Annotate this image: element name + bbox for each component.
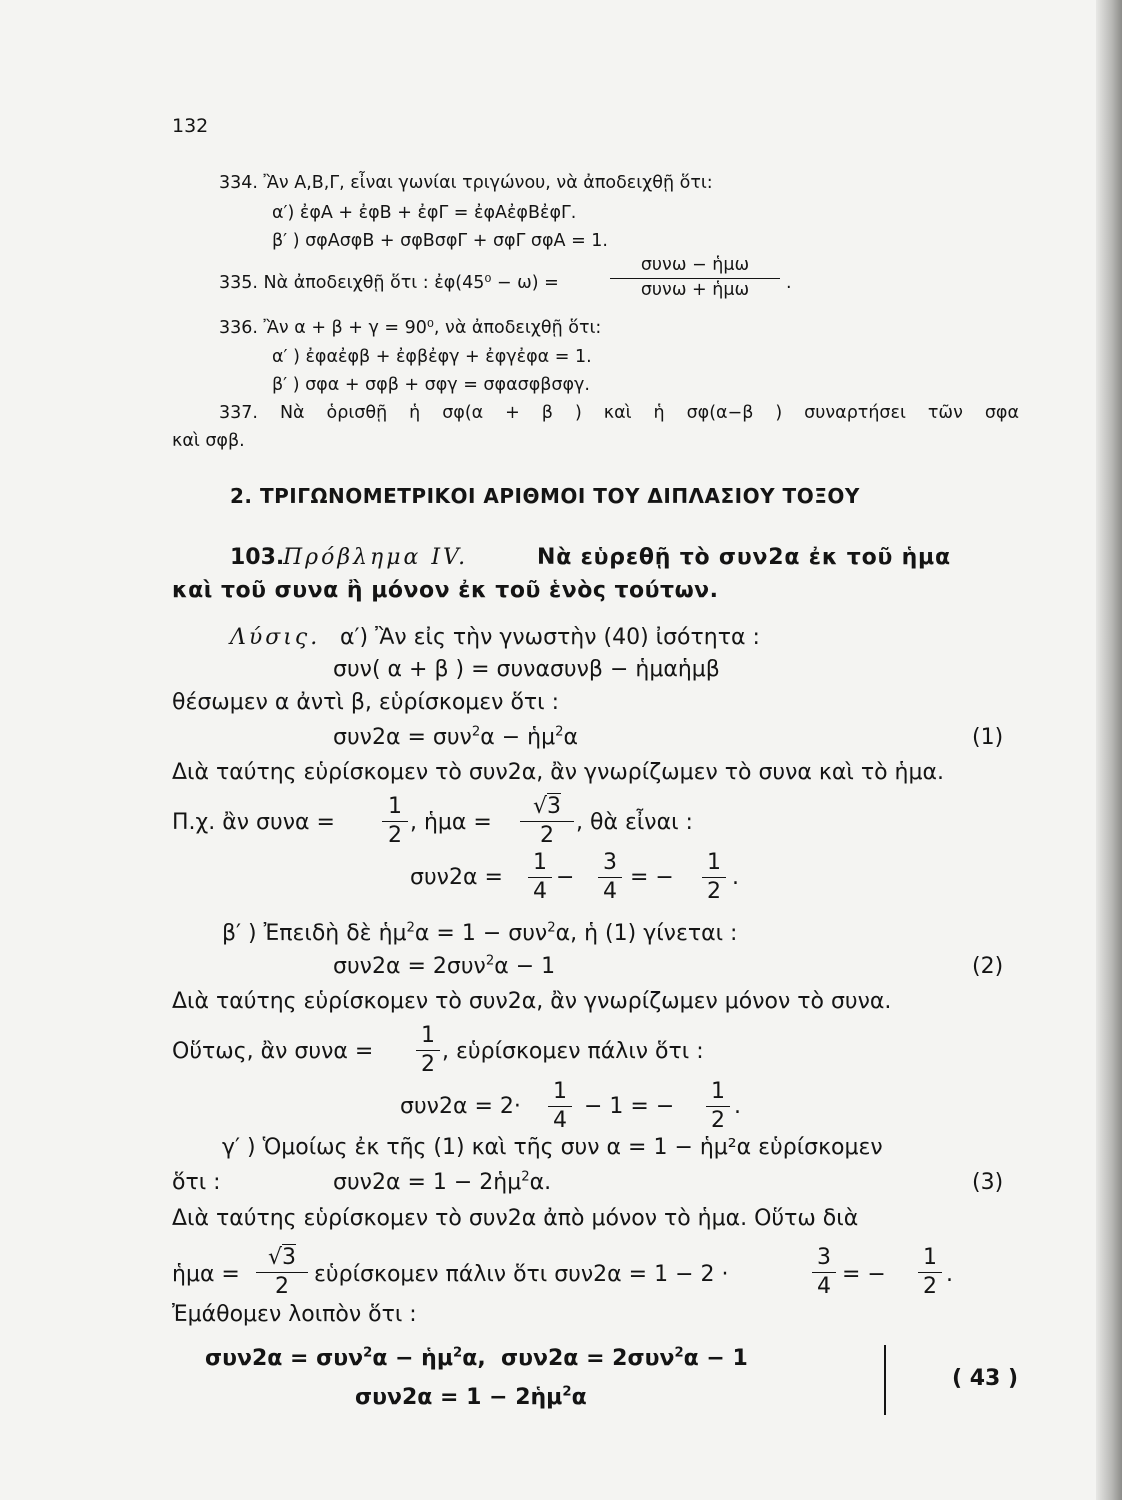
example-1-cos-fraction: 1 2	[382, 796, 408, 847]
equation-1: συν2α = συν$^2$α − ἡμ$^2$α	[333, 724, 579, 750]
part-c-intro: γ′ ) Ὁμοίως ἐκ τῆς (1) καὶ τῆς συν α = 1 − ἡμ²α εὑρίσκομεν	[222, 1135, 883, 1160]
example-1-mid: , ἡμα =	[410, 810, 492, 835]
example-2-result-lhs: συν2α = 2·	[400, 1094, 521, 1119]
exercise-336-a: α′ ) ἐφαἐφβ + ἐφβἐφγ + ἐφγἐφα = 1.	[272, 347, 592, 367]
section-title: 2. ΤΡΙΓΩΝΟΜΕΤΡΙΚΟΙ ΑΡΙΘΜΟΙ ΤΟΥ ΔΙΠΛΑΣΙΟΥ ΤΟΞΟΥ	[230, 484, 860, 508]
final-formula-tag: ( 43 )	[952, 1366, 1019, 1391]
addition-identity: συν( α + β ) = συνασυνβ − ἡμαἡμβ	[333, 657, 720, 682]
exercise-334-intro: 334. Ἂν Α,Β,Γ, εἶναι γωνίαι τριγώνου, νὰ ἀποδειχθῇ ὅτι:	[219, 173, 713, 193]
exercise-337-line2: καὶ σφβ.	[172, 431, 245, 451]
text-after-eq3: Διὰ ταύτης εὑρίσκομεν τὸ συν2α ἀπὸ μόνον τὸ ἡμα. Οὕτω διὰ	[172, 1206, 859, 1231]
text-after-eq1: Διὰ ταύτης εὑρίσκομεν τὸ συν2α, ἂν γνωρίζωμεν τὸ συνα καὶ τὸ ἡμα.	[172, 760, 944, 785]
final-formula-line-2: συν2α = 1 − 2ἡμ$^2$α	[355, 1384, 587, 1410]
exercise-334-b: β′ ) σφΑσφΒ + σφΒσφΓ + σφΓ σφΑ = 1.	[272, 231, 608, 251]
page: 132 334. Ἂν Α,Β,Γ, εἶναι γωνίαι τριγώνου, νὰ ἀποδειχθῇ ὅτι: α′) ἐφΑ + ἐφΒ + ἐφΓ = ἐφΑἐφΒἐφΓ. β′ ) σφΑσφΒ + σφΒσφΓ + σφΓ σφΑ = 1. 335. Νὰ ἀποδειχθῇ ὅτι : ἐφ(45⁰ − ω) = συνω − ἡμω συνω + ἡμω . 336. Ἂν α + β + γ = 90⁰, νὰ ἀποδειχθῇ ὅτι: α′ ) ἐφαἐφβ + ἐφβἐφγ + ἐφγἐφα = 1. β′ ) σφα + σφβ + σφγ = σφασφβσφγ. 337. Νὰ ὁρισθῇ ἡ σφ(α + β ) καὶ ἡ σφ(α−β ) συναρτήσει τῶν σφα καὶ σφβ. 2. ΤΡΙΓΩΝΟΜΕΤΡΙΚΟΙ ΑΡΙΘΜΟΙ ΤΟΥ ΔΙΠΛΑΣΙΟΥ ΤΟΞΟΥ 103. Πρόβλημα IV. Νὰ εὑρεθῇ τὸ συν2α ἐκ τοῦ ἡμα καὶ τοῦ συνα ἢ μόνον ἐκ τοῦ ἑνὸς τούτων. Λύσις. α′) Ἂν εἰς τὴν γνωστὴν (40) ἰσότητα : συν( α + β ) = συνασυνβ − ἡμαἡμβ θέσωμεν α ἀντὶ β, εὑρίσκομεν ὅτι : συν2α = συν$^2$α − ἡμ$^2$α (1) Διὰ ταύτης εὑρίσκομεν τὸ συν2α, ἂν γνωρίζωμεν τὸ συνα καὶ τὸ ἡμα. Π.χ. ἂν συνα = 1 2 , ἡμα = √3 2 , θὰ εἶναι : συν2α = 1 4 − 3 4 = − 1 2 . β′ ) Ἐπειδὴ δὲ ἡμ$^2$α = 1 − συν$^2$α, ἡ (1) γίνεται : συν2α = 2συν$^2$α − 1 (2) Διὰ ταύτης εὑρίσκομεν τὸ συν2α, ἂν γνωρίζωμεν μόνον τὸ συνα. Οὕτως, ἂν συνα = 1 2 , εὑρίσκομεν πάλιν ὅτι : συν2α = 2· 1 4 − 1 = − 1 2 . γ′ ) Ὁμοίως ἐκ τῆς (1) καὶ τῆς συν α = 1 − ἡμ²α εὑρίσκομεν ὅτι : συν2α = 1 − 2ἡμ$^2$α. (3) Διὰ ταύτης εὑρίσκομεν τὸ συν2α ἀπὸ μόνον τὸ ἡμα. Οὕτω διὰ ἡμα = √3 2 εὑρίσκομεν πάλιν ὅτι συν2α = 1 − 2 · 3 4 = − 1 2 . Ἐμάθομεν λοιπὸν ὅτι : συν2α = συν$^2$α − ἡμ$^2$α, συν2α = 2συν$^2$α − 1 συν2α = 1 − 2ἡμ$^2$α ( 43 )	[0, 0, 1122, 1500]
solution-label: Λύσις.	[230, 625, 321, 650]
exercise-336-b: β′ ) σφα + σφβ + σφγ = σφασφβσφγ.	[272, 375, 590, 395]
example-1-end: , θὰ εἶναι :	[576, 810, 693, 835]
equation-2-tag: (2)	[972, 954, 1004, 979]
text-after-eq2: Διὰ ταύτης εὑρίσκομεν τὸ συν2α, ἂν γνωρίζωμεν μόνον τὸ συνα.	[172, 989, 892, 1014]
problem-label: Πρόβλημα IV.	[283, 545, 469, 570]
example-1-result-lhs: συν2α =	[410, 865, 503, 890]
example-3-prefix: ἡμα =	[172, 1262, 240, 1287]
exercise-336-intro: 336. Ἂν α + β + γ = 90⁰, νὰ ἀποδειχθῇ ὅτι:	[219, 318, 602, 338]
problem-text-2: καὶ τοῦ συνα ἢ μόνον ἐκ τοῦ ἑνὸς τούτων.	[172, 578, 719, 603]
final-formula-line-1: συν2α = συν$^2$α − ἡμ$^2$α, συν2α = 2συν$^2$α − 1	[205, 1345, 748, 1371]
formula-bracket	[884, 1345, 886, 1415]
example-1-prefix: Π.χ. ἂν συνα =	[172, 810, 335, 835]
exercise-337-line1: 337. Νὰ ὁρισθῇ ἡ σφ(α + β ) καὶ ἡ σφ(α−β ) συναρτήσει τῶν σφα	[219, 403, 1019, 423]
solution-a-intro: α′) Ἂν εἰς τὴν γνωστὴν (40) ἰσότητα :	[340, 625, 760, 650]
equation-3-tag: (3)	[972, 1170, 1004, 1195]
exercise-335-numerator: συνω − ἡμω	[640, 255, 750, 275]
setting-text: θέσωμεν α ἀντὶ β, εὑρίσκομεν ὅτι :	[172, 690, 560, 715]
part-b-intro: β′ ) Ἐπειδὴ δὲ ἡμ$^2$α = 1 − συν$^2$α, ἡ (1) γίνεται :	[222, 920, 738, 946]
equation-2: συν2α = 2συν$^2$α − 1	[333, 953, 556, 979]
exercise-335-denominator: συνω + ἡμω	[640, 279, 750, 300]
exercise-335-lhs: 335. Νὰ ἀποδειχθῇ ὅτι : ἐφ(45⁰ − ω) =	[219, 273, 559, 293]
book-binding-edge	[1096, 0, 1122, 1500]
learned-text: Ἐμάθομεν λοιπὸν ὅτι :	[172, 1302, 417, 1327]
example-3-mid: εὑρίσκομεν πάλιν ὅτι συν2α = 1 − 2 ·	[314, 1262, 729, 1287]
example-1-sin-fraction: √3 2	[520, 796, 574, 847]
example-2-end: , εὑρίσκομεν πάλιν ὅτι :	[442, 1039, 704, 1064]
page-number: 132	[172, 115, 209, 137]
exercise-335-fraction	[610, 257, 780, 299]
exercise-334-a: α′) ἐφΑ + ἐφΒ + ἐφΓ = ἐφΑἐφΒἐφΓ.	[272, 203, 577, 223]
problem-number: 103.	[230, 545, 285, 570]
example-2-prefix: Οὕτως, ἂν συνα =	[172, 1039, 374, 1064]
equation-3: συν2α = 1 − 2ἡμ$^2$α.	[333, 1169, 552, 1195]
problem-text-1: Νὰ εὑρεθῇ τὸ συν2α ἐκ τοῦ ἡμα	[537, 545, 951, 570]
part-c-oti: ὅτι :	[172, 1170, 221, 1195]
equation-1-tag: (1)	[972, 725, 1004, 750]
